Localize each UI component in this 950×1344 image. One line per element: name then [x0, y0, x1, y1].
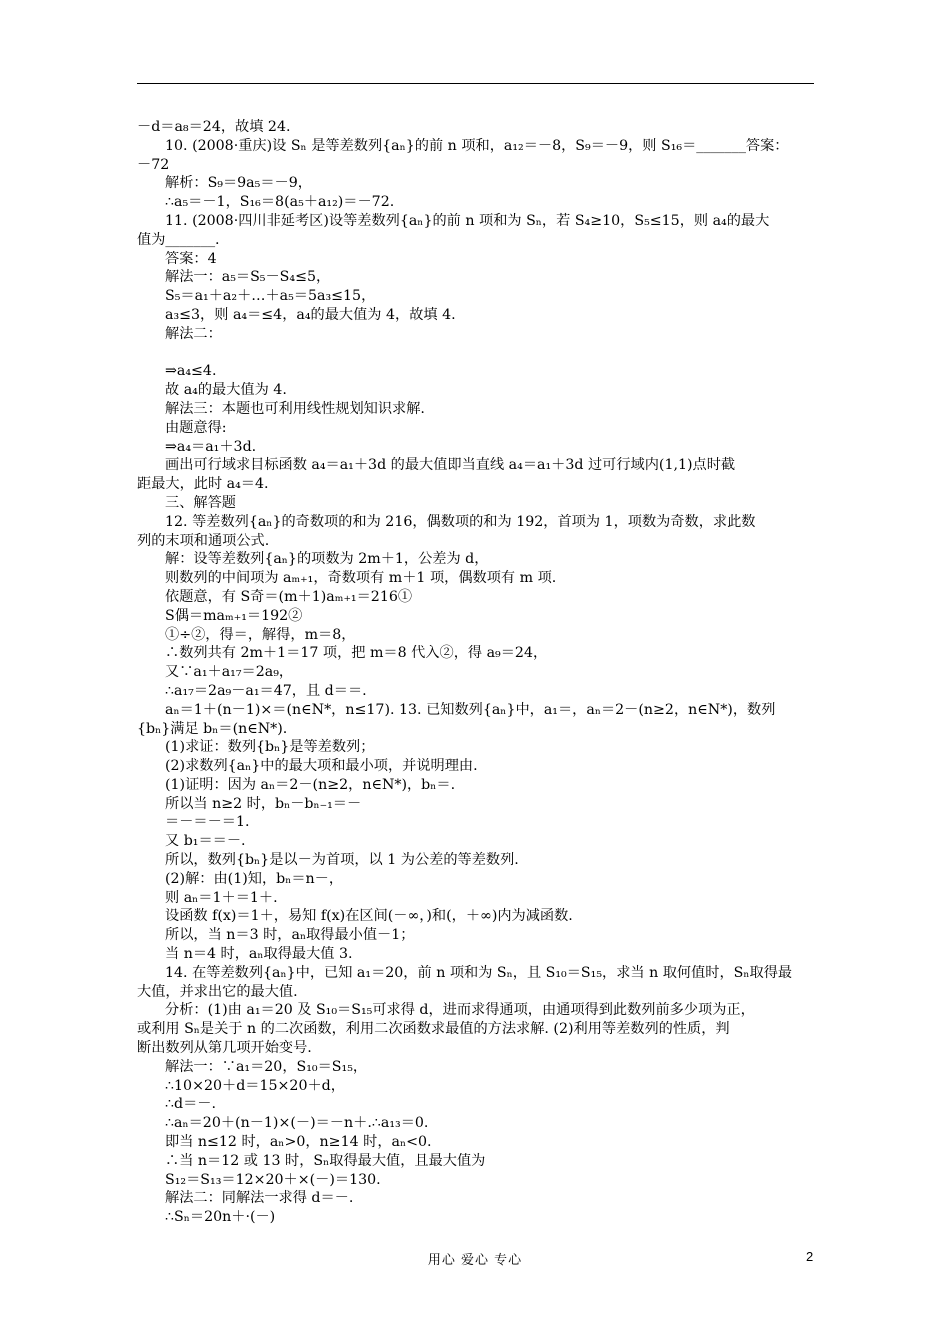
text-line [137, 344, 814, 363]
text-line: 值为_______. [137, 231, 220, 248]
text-line: 12. 等差数列{aₙ}的奇数项的和为 216，偶数项的和为 192，首项为 1，项数为奇数，求此数 [165, 513, 756, 530]
footer-slogan: 用心 爱心 专心 [427, 1253, 523, 1268]
text-line: 又∵a₁＋a₁₇＝2a₉， [165, 664, 294, 681]
text-line: 则数列的中间项为 aₘ₊₁，奇数项有 m＋1 项，偶数项有 m 项. [165, 570, 557, 587]
header-rule [137, 83, 814, 84]
text-line: 列的末项和通项公式. [137, 532, 270, 549]
text-line: ∴a₅＝－1，S₁₆＝8(a₅＋a₁₂)＝－72. [165, 194, 395, 211]
text-line: 14. 在等差数列{aₙ}中，已知 a₁＝20，前 n 项和为 Sₙ，且 S₁₀＝S₁₅，求当 n 取何值时，Sₙ取得最 [165, 964, 793, 981]
text-line: ∴aₙ＝20＋(n－1)×(－)＝－n＋.∴a₁₃＝0. [165, 1115, 429, 1132]
text-line: 解法三：本题也可利用线性规划知识求解. [165, 400, 425, 417]
text-line: 解法一：∵a₁＝20，S₁₀＝S₁₅， [165, 1058, 368, 1075]
text-line: －72 [137, 156, 170, 173]
text-line: (1)证明：因为 aₙ＝2－(n≥2，n∈N*)，bₙ＝. [165, 776, 456, 793]
text-line: 设函数 f(x)＝1＋，易知 f(x)在区间(－∞，)和(，＋∞)内为减函数. [165, 908, 573, 925]
text-line: {bₙ}满足 bₙ＝(n∈N*). [137, 720, 288, 737]
text-line: 故 a₄的最大值为 4. [165, 382, 287, 399]
text-line: 三、解答题 [165, 494, 236, 511]
text-line: 大值，并求出它的最大值. [137, 983, 298, 1000]
text-line: ∴数列共有 2m＋1＝17 项，把 m＝8 代入②，得 a₉＝24， [165, 645, 548, 662]
text-line: ∴当 n＝12 或 13 时，Sₙ取得最大值，且最大值为 [165, 1152, 486, 1169]
text-line: 答案：4 [165, 250, 217, 267]
text-line: (2)求数列{aₙ}中的最大项和最小项，并说明理由. [165, 758, 478, 775]
text-line: 分析：(1)由 a₁＝20 及 S₁₀＝S₁₅可求得 d，进而求得通项，由通项得到此数列前多少项为正， [165, 1002, 755, 1019]
text-line: ⇒a₄＝a₁＋3d. [165, 438, 257, 455]
text-line: (1)求证：数列{bₙ}是等差数列； [165, 739, 375, 756]
text-line: 10. (2008·重庆)设 Sₙ 是等差数列{aₙ}的前 n 项和，a₁₂＝－8，S₉＝－9，则 S₁₆＝_______答案： [165, 137, 789, 154]
text-line: 距最大，此时 a₄＝4. [137, 476, 269, 493]
text-line: 解法二：同解法一求得 d＝－. [165, 1190, 354, 1207]
text-line: 断出数列从第几项开始变号. [137, 1040, 312, 1057]
text-line: ⇒a₄≤4. [165, 363, 217, 380]
text-line: (2)解：由(1)知，bₙ＝n－， [165, 870, 344, 887]
text-line: 解法一：a₅＝S₅－S₄≤5， [165, 269, 331, 286]
text-line: 11. (2008·四川非延考区)设等差数列{aₙ}的前 n 项和为 Sₙ，若 S₄≥10，S₅≤15，则 a₄的最大 [165, 212, 770, 229]
text-line: S₁₂＝S₁₃＝12×20＋×(－)＝130. [165, 1171, 381, 1188]
text-line: S₅＝a₁＋a₂＋…＋a₅＝5a₃≤15， [165, 288, 376, 305]
text-line: 又 b₁＝＝－. [165, 833, 246, 850]
text-line: 或利用 Sₙ是关于 n 的二次函数，利用二次函数求最值的方法求解. (2)利用等差数列的性质，判 [137, 1021, 730, 1038]
text-line: aₙ＝1＋(n－1)×＝(n∈N*，n≤17). 13. 已知数列{aₙ}中，a₁＝，aₙ＝2－(n≥2，n∈N*)，数列 [165, 701, 776, 718]
text-line: 解析：S₉＝9a₅＝－9， [165, 175, 312, 192]
text-line: 则 aₙ＝1＋＝1＋. [165, 889, 278, 906]
text-line: a₃≤3，则 a₄＝≤4，a₄的最大值为 4，故填 4. [165, 306, 456, 323]
text-line: 所以当 n≥2 时，bₙ－bₙ₋₁＝－ [165, 795, 362, 812]
text-line: ∴d＝－. [165, 1096, 216, 1113]
text-line: S偶＝maₘ₊₁＝192② [165, 607, 303, 624]
page-number: 2 [806, 1249, 814, 1264]
text-line: 即当 n≤12 时，aₙ>0，n≥14 时，aₙ<0. [165, 1134, 432, 1151]
text-line: 当 n＝4 时，aₙ取得最大值 3. [165, 946, 353, 963]
text-line: 所以，当 n＝3 时，aₙ取得最小值－1； [165, 927, 415, 944]
text-line: 解：设等差数列{aₙ}的项数为 2m＋1，公差为 d， [165, 551, 489, 568]
text-line: －d＝a₈＝24，故填 24. [137, 119, 291, 135]
text-line: ①÷②，得＝，解得，m＝8， [165, 626, 356, 643]
document-body [137, 118, 814, 1227]
text-line: ∴a₁₇＝2a₉－a₁＝47，且 d＝＝. [165, 682, 367, 699]
text-line: 由题意得: [165, 419, 227, 436]
text-line: 所以，数列{bₙ}是以－为首项，以 1 为公差的等差数列. [165, 852, 519, 869]
text-line: ∴10×20＋d＝15×20＋d， [165, 1077, 345, 1094]
text-line: ∴Sₙ＝20n＋·(－) [165, 1209, 276, 1226]
text-line: 画出可行域求目标函数 a₄＝a₁＋3d 的最大值即当直线 a₄＝a₁＋3d 过可行域内(1,1)点时截 [165, 457, 736, 474]
text-line: 依题意，有 S奇＝(m＋1)aₘ₊₁＝216① [165, 588, 413, 605]
text-line: ＝－＝－＝1. [165, 814, 250, 831]
text-line: 解法二： [165, 325, 222, 342]
